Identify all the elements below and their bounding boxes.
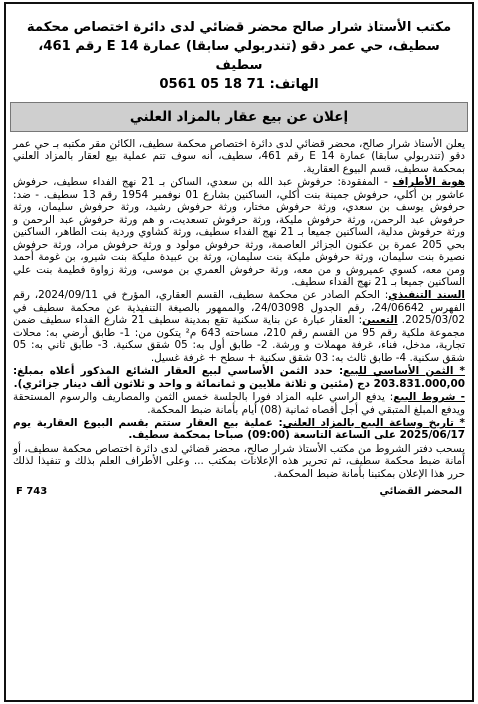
office-name-line: مكتب الأستاذ شرار صالح محضر قضائي لدى دائرة اختصاص محكمة xyxy=(26,20,452,35)
sale-date-paragraph xyxy=(13,417,465,442)
office-header xyxy=(4,4,474,100)
description-label: التعيين xyxy=(362,314,398,327)
price-text: : حدد الثمن الأساسي لبيع العقار الشائع المذكور أعلاه بمبلغ: 203.831.000,00 دج (مئتين و ثلاثة ملايين و ثمانمائة و واحد و ثلاثون ألف دينار جزائري). xyxy=(13,365,465,390)
intro-paragraph: يعلن الأستاذ شرار صالح، محضر قضائي لدى دائرة اختصاص محكمة سطيف، الكائن مقر مكتبه بـ حي عمر دقو (تندربولي سابقا) عمارة E 14 رقم 461، سطيف، أنه سوف تتم عملية بيع لعقار بالمزاد العلني بمحكمة سطيف، قسم البيوع العقارية. xyxy=(13,138,466,175)
conditions-text: : يدفع الراسي عليه المزاد فورا بالجلسة خمس الثمن والمصاريف والرسوم المستحقة ويدفع المبلغ المتبقي في أجل أقصاه ثمانية (08) أيام بأمانة ضبط المحكمة. xyxy=(13,391,465,416)
office-phone-line: الهاتف: 71 18 05 0561 xyxy=(159,77,319,92)
signature-label: المحضر القضائي xyxy=(379,486,462,498)
closing-paragraph: يسحب دفتر الشروط من مكتب الأستاذ شرار صالح، محضر قضائي لدى دائرة اختصاص محكمة سطيف، أو أمانة ضبط محكمة سطيف، ثم تحرير هذه الإعلانات بمكتب ... وعلى الأطراف العلم بذلك و تنفيذا لذلك حرر هذا الإعلان بمكتبنا بأمانة ضبط المحكمة. xyxy=(13,442,465,480)
title-label: السند التنفيذي xyxy=(388,289,465,302)
notice-body xyxy=(4,138,474,480)
sale-date-text: : عملية بيع العقار ستتم بقسم البيوع العقارية يوم 2025/06/17 على الساعة التاسعة (09:00) صباحا بمحكمة سطيف. xyxy=(13,416,465,442)
parties-label: هوية الأطراف xyxy=(392,176,465,189)
notice-title: إعلان عن بيع عقار بالمزاد العلني xyxy=(129,109,349,125)
conditions-label: - شروط البيع xyxy=(393,391,465,404)
description-text: : العقار عبارة عن بناية سكنية تقع بمدينة سطيف 21 شارع الفداء سطيف ضمن مجموعة ملكية رقم 95 من القسم رقم 210، مساحته 643 م² يتكون من: 1- طابق أرضي به: محلات تجارية، مدخل، فناء، غرفة مهملات و ورشة. 2- طابق أول به: 05 شقق سكنية. 3- طابق ثاني به: 05 شقق سكنية. 4- طابق ثالث به: 03 شقق سكنية + سطح + غرفة غسيل. xyxy=(13,314,465,364)
title-paragraph xyxy=(13,289,465,364)
conditions-paragraph xyxy=(13,391,465,416)
price-label: * الثمن الأساسي للبيع xyxy=(343,365,465,378)
parties-text: - المفقودة: حرفوش عبد الله بن سعدي، الساكن بـ 21 نهج الفداء سطيف، حرفوش عاشور بن أكلي، حرفوش جمينة بنت أكلي، الساكنين بشارع 01 نوفمبر 1954 رقم 13 سطيف. - ضد: حرفوش يوسف بن سعدي، ورثة حرفوش مختار، ورثة حرفوش رشيد، ورثة حرفوش سليمان، ورثة حرفوش عبد الرحمن، ورثة حرفوش مليكة، ورثة حرفوش تسعديت، و هم ورثة حرفوش عبد الرحمن و ورثة حرفوش مدلية، الساكنين جميعا بـ 21 نهج الفداء سطيف، ورثة كشاوي وردية بنت الطاهر، الساكنين بحي 205 عمرة بن عكنون الجزائر العاصمة، ورثة حرفوش مولود و ورثة حرفوش مراد، ورثة حرفوش نصيرة بنت سليمان، ورثة حرفوش مليكة بنت سليمان، ورثة بن عبيدة مليكة بنت شيرو، بن غومة أحمد ومن معه، كسوي عميروش و من معه، ورثة حرفوش العمري بن موسى، ورثة زواوة فطيمة بنت علي الساكنين جميعا بـ 21 نهج الفداء سطيف. xyxy=(13,176,465,288)
office-address-line: سطيف، حي عمر دقو (تندربولي سابقا) عمارة E 14 رقم 461، سطيف xyxy=(38,39,440,73)
parties-paragraph xyxy=(13,176,465,288)
notice-title-banner xyxy=(10,102,468,132)
reference-number: F 743 xyxy=(16,486,48,498)
notice-footer xyxy=(4,486,474,497)
title-text: : الحكم الصادر عن محكمة سطيف، القسم العقاري، المؤرخ في 2024/09/11، رقم الفهرس 24/06642، رقم الجدول 24/03098، والممهور بالصيغة التنفيذية عن محكمة سطيف في 2025/03/02. xyxy=(13,289,465,327)
sale-date-label: * تاريخ وساعة البيع بالمزاد العلني xyxy=(282,416,465,429)
price-paragraph xyxy=(13,365,465,390)
